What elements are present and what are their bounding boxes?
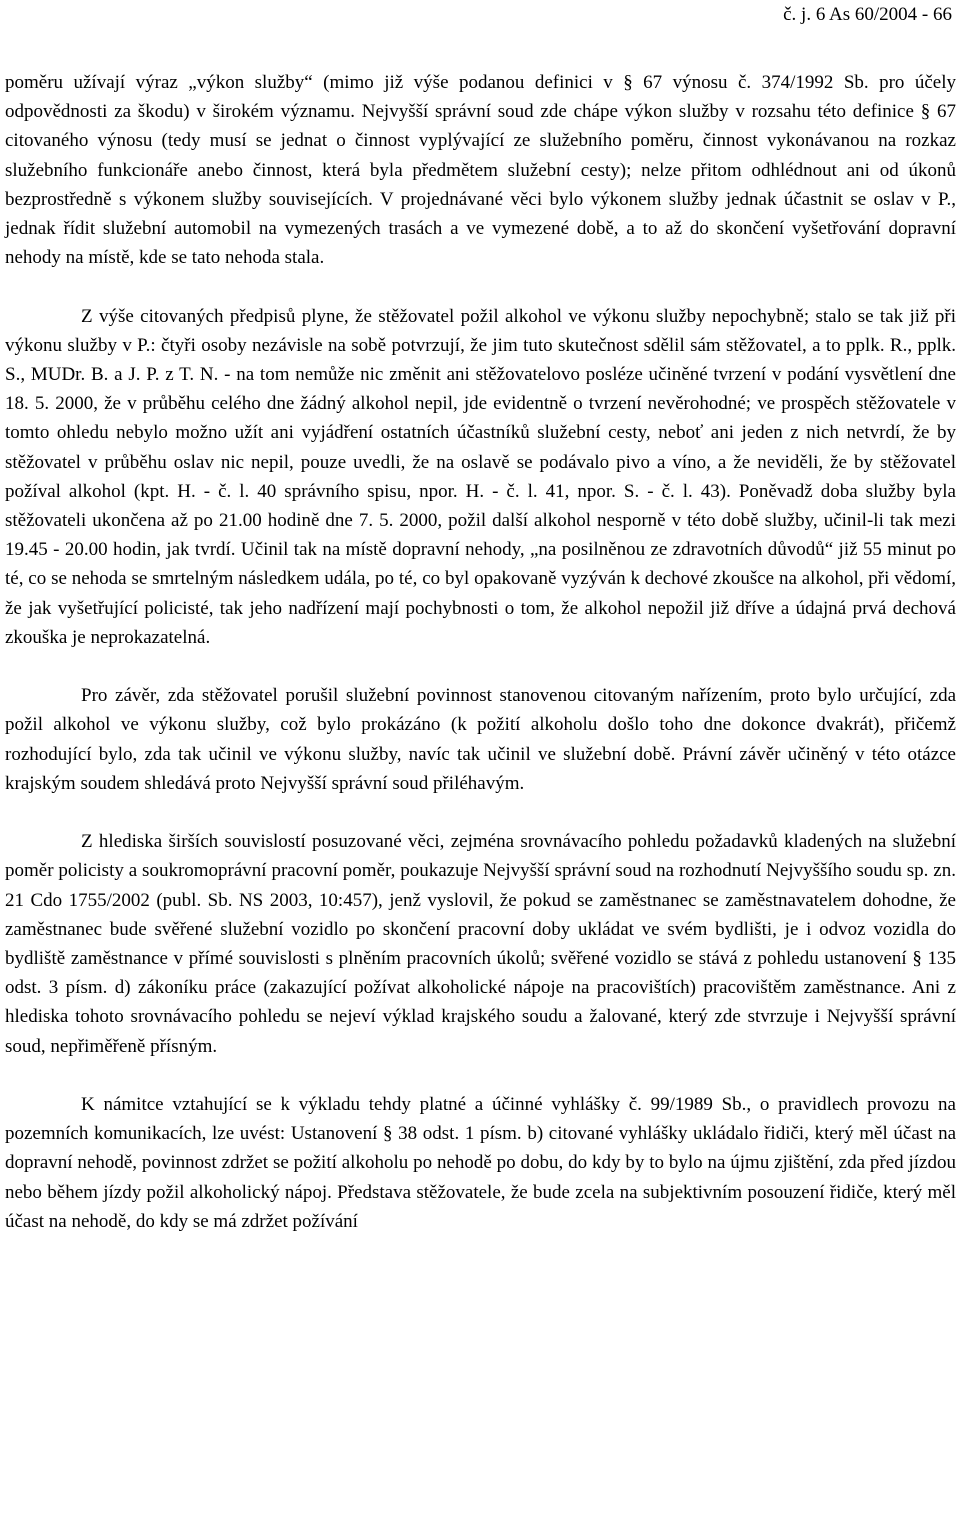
paragraph-comparative-view: Z hlediska širších souvislostí posuzované věci, zejména srovnávacího pohledu požadavků kladených na služební poměr policisty a soukromoprávní pracovní poměr, poukazuje Nejvyšší správní soud na rozhodnutí Nejvyššího soudu sp. zn. 21 Cdo 1755/2002 (publ. Sb. NS 2003, 10:457), jenž vyslovil, že pokud se zaměstnanec se zaměstnavatelem dohodne, že zaměstnanec bude svěřené služební vozidlo po skončení pracovní doby ukládat ve svém bydlišti, je i odvoz vozidla do bydliště zaměstnance v přímé souvislosti s plněním pracovních úkolů; svěřené vozidlo se stává z pohledu ustanovení § 135 odst. 3 písm. d) zákoníku práce (zakazující požívat alkoholické nápoje na pracovištích) pracovištěm zaměstnance. Ani z hlediska tohoto srovnávacího pohledu se nejeví výklad krajského soudu a žalované, který zde stvrzuje i Nejvyšší správní soud, nepřiměřeně přísným. bbox=[5, 831, 956, 1057]
paragraph-traffic-regulation: K námitce vztahující se k výkladu tehdy platné a účinné vyhlášky č. 99/1989 Sb., o pravidlech provozu na pozemních komunikacích, lze uvést: Ustanovení § 38 odst. 1 písm. b) citované vyhlášky ukládalo řidiči, který měl účast na dopravní nehodě, povinnost zdržet se požití alkoholu po nehodě po dobu, do kdy by to bylo na újmu zjištění, zda před jízdou nebo během jízdy požil alkoholický nápoj. Představa stěžovatele, že bude zcela na subjektivním posouzení řidiče, který měl účast na nehodě, do kdy se má zdržet požívání bbox=[5, 1094, 956, 1232]
document-body bbox=[5, 68, 956, 1236]
case-reference: č. j. 6 As 60/2004 - 66 bbox=[783, 4, 952, 25]
paragraph-conclusion: Pro závěr, zda stěžovatel porušil služební povinnost stanovenou citovaným nařízením, proto bylo určující, zda požil alkohol ve výkonu služby, což bylo prokázáno (k požití alkoholu došlo toho dne dokonce dvakrát), přičemž rozhodující bylo, zda tak učinil ve výkonu služby, navíc tak učinil ve služební době. Právní závěr učiněný v této otázce krajským soudem shledává proto Nejvyšší správní soud přiléhavým. bbox=[5, 685, 956, 794]
paragraph-service-definition: poměru užívají výraz „výkon služby“ (mimo již výše podanou definici v § 67 výnosu č. 374/1992 Sb. pro účely odpovědnosti za škodu) v širokém významu. Nejvyšší správní soud zde chápe výkon služby v rozsahu této definice § 67 citovaného výnosu (tedy musí se jednat o činnost vyplývající ze služebního poměru, činnost vykonávanou na rozkaz služebního funkcionáře anebo činnost, která byla předmětem služební cesty); nelze přitom odhlédnout ani od úkonů bezprostředně s výkonem služby souvisejících. V projednávané věci bylo výkonem služby jednak účastnit se oslav v P., jednak řídit služební automobil na vymezených trasách a ve vymezené době, a to až do skončení vyšetřování dopravní nehody na místě, kde se tato nehoda stala. bbox=[5, 72, 956, 269]
paragraph-alcohol-findings: Z výše citovaných předpisů plyne, že stěžovatel požil alkohol ve výkonu služby nepochybně; stalo se tak již při výkonu služby v P.: čtyři osoby nezávisle na sobě potvrzují, že jim tuto skutečnost sdělil sám stěžovatel, a to pplk. R., pplk. S., MUDr. B. a J. P. z T. N. - na tom nemůže nic změnit ani stěžovatelovo posléze učiněné tvrzení v podání vysvětlení dne 18. 5. 2000, že v průběhu celého dne žádný alkohol nepil, jde evidentně o tvrzení nevěrohodné; ve prospěch stěžovatele v tomto ohledu nebylo možno užít ani vyjádření ostatních účastníků služební cesty, neboť ani jeden z nich netvrdí, že by stěžovatel v průběhu oslav nic nepil, pouze uvedli, že na oslavě se podávalo pivo a víno, a že neviděli, že by stěžovatel požíval alkohol (kpt. H. - č. l. 40 správního spisu, npor. H. - č. l. 41, npor. S. - č. l. 43). Poněvadž doba služby byla stěžovateli ukončena až po 21.00 hodině dne 7. 5. 2000, požil další alkohol nesporně v této době služby, učinil-li tak mezi 19.45 - 20.00 hodin, jak tvrdí. Učinil tak na místě dopravní nehody, „na posilněnou ze zdravotních důvodů“ již 55 minut po té, co se nehoda se smrtelným následkem udála, po té, co byl opakovaně vyzýván k dechové zkoušce na alkohol, při vědomí, že jak vyšetřující policisté, tak jeho nadřízení mají pochybnosti o tom, že alkohol nepožil již dříve a údajná prvá dechová zkouška je neprokazatelná. bbox=[5, 305, 956, 648]
